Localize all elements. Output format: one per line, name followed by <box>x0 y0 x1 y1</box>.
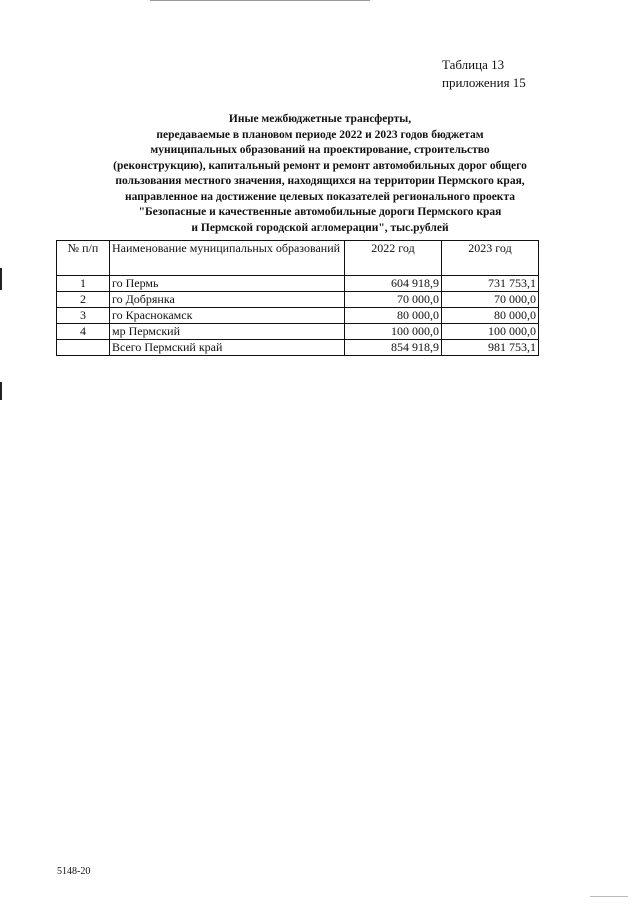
title-line: и Пермской городской агломерации", тыс.рублей <box>191 221 449 234</box>
total-name: Всего Пермский край <box>110 340 345 356</box>
title-line: муниципальных образований на проектирование, строительство <box>150 144 490 156</box>
table-number: Таблица 13 <box>442 57 505 72</box>
row-name: мр Пермский <box>110 324 345 340</box>
document-title <box>60 112 580 236</box>
document-code: 5148-20 <box>57 866 91 877</box>
row-2022: 80 000,0 <box>345 308 442 324</box>
row-num: 4 <box>57 324 110 340</box>
table-row <box>57 292 539 308</box>
row-2022: 100 000,0 <box>345 324 442 340</box>
title-line: (реконструкцию), капитальный ремонт и ремонт автомобильных дорог общего <box>113 159 527 172</box>
row-2022: 604 918,9 <box>345 276 442 292</box>
appendix-number: приложения 15 <box>442 75 526 90</box>
row-2023: 70 000,0 <box>442 292 539 308</box>
table-total-row <box>57 340 539 356</box>
row-2023: 100 000,0 <box>442 324 539 340</box>
row-name: го Краснокамск <box>110 308 345 324</box>
header-name: Наименование муниципальных образований <box>110 241 345 276</box>
title-line: передаваемые в плановом периоде 2022 и 2023 годов бюджетам <box>156 128 484 141</box>
title-line: пользования местного значения, находящихся на территории Пермского края, <box>115 175 525 187</box>
row-2022: 70 000,0 <box>345 292 442 308</box>
title-line: "Безопасные и качественные автомобильные дороги Пермского края <box>138 206 502 218</box>
table-row <box>57 308 539 324</box>
scan-top-rule <box>150 0 370 1</box>
table-header-row <box>57 241 539 276</box>
scan-edge-mark <box>0 382 2 400</box>
title-line: Иные межбюджетные трансферты, <box>228 113 412 125</box>
total-2023: 981 753,1 <box>442 340 539 356</box>
row-name: го Пермь <box>110 276 345 292</box>
header-2022: 2022 год <box>345 241 442 276</box>
row-num: 2 <box>57 292 110 308</box>
row-name: го Добрянка <box>110 292 345 308</box>
table-row <box>57 324 539 340</box>
scan-edge-mark <box>0 268 2 290</box>
total-num <box>57 340 110 356</box>
row-num: 1 <box>57 276 110 292</box>
row-2023: 731 753,1 <box>442 276 539 292</box>
header-2023: 2023 год <box>442 241 539 276</box>
transfers-table <box>56 240 539 356</box>
row-2023: 80 000,0 <box>442 308 539 324</box>
table-reference <box>442 56 526 92</box>
scan-bottom-rule <box>590 896 628 897</box>
title-line: направленное на достижение целевых показателей регионального проекта <box>125 190 515 203</box>
total-2022: 854 918,9 <box>345 340 442 356</box>
table-row <box>57 276 539 292</box>
row-num: 3 <box>57 308 110 324</box>
header-num: № п/п <box>57 241 110 276</box>
